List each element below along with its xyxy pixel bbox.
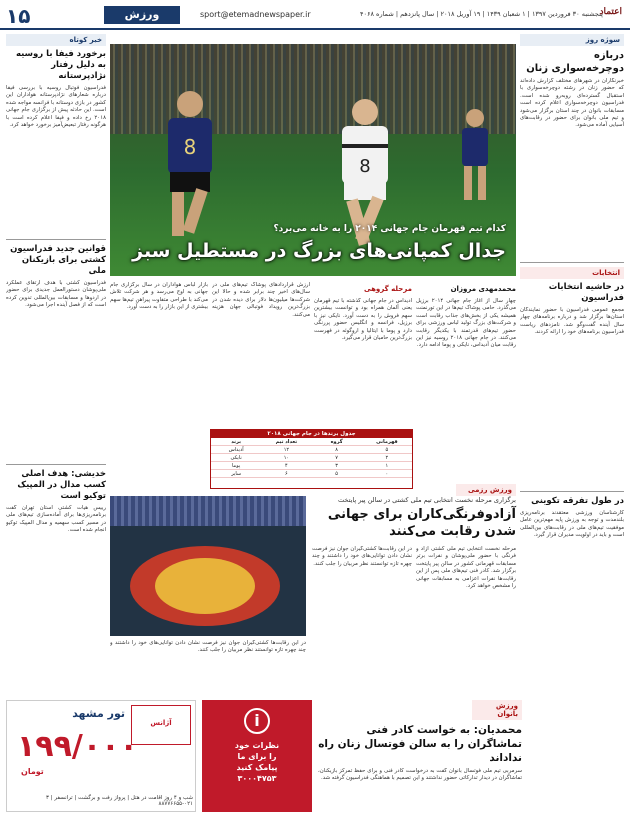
table-cell: ۰	[385, 471, 389, 477]
wrestling-title[interactable]: آزادوفرنگی‌کاران برای جهانی شدن رقابت می‌کنند	[327, 507, 516, 539]
wrestling-photo	[110, 496, 306, 636]
hero-photo	[110, 44, 516, 276]
table-row	[211, 462, 412, 470]
bottom-headline[interactable]: محمدیان: به خواست کادر فنی تماشاگران را به سالن فوتسال زنان راه نداداند	[318, 724, 522, 764]
table-cell: ۵	[335, 471, 338, 477]
svg-text:8: 8	[359, 156, 371, 177]
subhead: مرحله گروهی	[364, 285, 412, 293]
dateline: پنجشنبه ۳۰ فروردین ۱۳۹۷ | ۱ شعبان ۱۴۳۹ | ۱۹ آوریل ۲۰۱۸ | سال پانزدهم | شماره ۴۰۶۸	[360, 10, 603, 18]
ad-details: ۳ شب و ۴ روز اقامت در هتل | پرواز رفت و برگشت | ترانسفر | ۰۲۱-۸۸۷۷۶۶۵۵	[46, 795, 193, 807]
right-text-3: کارشناسان ورزشی معتقدند برنامه‌ریزی بلندمدت و توجه به ورزش پایه مهم‌ترین عامل موفقیت تیم‌های ملی در رقابت‌های بین‌المللی است و باید در اولویت مدیران قرار گیرد.	[520, 510, 624, 539]
table-cell: ۶	[285, 471, 288, 477]
sms-line-3: پیامک کنید	[236, 763, 278, 772]
table-row	[211, 446, 412, 454]
newspaper-logo: اعتماد	[599, 7, 622, 17]
article-text-2: آدیداس در جام جهانی گذشته با تیم قهرمان یعنی آلمان همراه بود و توانست بیشترین سهم فروش را به دست آورد. نایکی نیز با برزیل، فرانسه و انگلیس حضور پررنگی دارد و پوما با ایتالیا و اروگوئه در فهرست بزرگ‌ترین حامیان قرار می‌گیرد.	[314, 298, 412, 342]
byline: محمدمهدی مروزان	[450, 285, 516, 293]
left-column	[6, 34, 106, 694]
article-col-4	[110, 282, 208, 492]
page-number: ۱۵	[6, 4, 31, 28]
wrestling-text-3: در این رقابت‌ها کشتی‌گیران جوان نیز فرصت نشان دادن توانایی‌های خود را داشتند و چند چهره تازه توانستند نظر مربیان را جلب کنند.	[110, 640, 306, 654]
table-cell: ۱	[385, 463, 389, 469]
wrestling-mat-center	[155, 558, 255, 614]
table-row	[211, 454, 412, 462]
table-caption: جدول برندها در جام جهانی ۲۰۱۸	[211, 430, 412, 438]
section-badge: ورزش	[104, 6, 180, 24]
right-column	[520, 34, 624, 769]
left-tag: خبر کوتاه	[6, 34, 106, 46]
wrestling-text-2: در این رقابت‌ها کشتی‌گیران جوان نیز فرصت نشان دادن توانایی‌های خود را داشتند و چند چهره تازه توانستند نظر مربیان را جلب کنند.	[312, 546, 412, 567]
sms-line-1: نظرات خود	[234, 741, 280, 750]
table-cell: تعداد تیم	[275, 439, 298, 445]
table-cell: ۱۰	[283, 455, 290, 461]
right-tag-1: سوژه روز	[520, 34, 624, 46]
article-col-1	[416, 282, 516, 492]
divider	[6, 239, 106, 240]
bottom-strip	[6, 700, 522, 812]
article-text-3: ارزش قراردادهای پوشاک تیم‌های ملی در سال‌های اخیر چند برابر شده و حالا این شرکت‌ها میلیون‌ها دلار برای دیده شدن در بزرگ‌ترین رویداد فوتبالی جهان هزینه می‌کنند.	[212, 282, 310, 318]
bottom-tag: ورزش بانوان	[472, 700, 522, 720]
table-row	[211, 470, 412, 478]
player-argentina	[130, 84, 250, 244]
table-cell: ۵	[385, 447, 389, 453]
table-cell: ۷	[335, 455, 338, 461]
svg-text:8: 8	[183, 135, 197, 159]
table-cell: برند	[231, 439, 241, 445]
player-background	[440, 104, 510, 214]
left-story2-text: فدراسیون کشتی با هدف ارتقای عملکرد ملی‌پوشان دستورالعمل جدیدی برای حضور در اردوها و مسابقات بین‌المللی تدوین کرده است که از فصل آینده اجرا می‌شود.	[6, 280, 106, 309]
right-text-2: مجمع عمومی فدراسیون با حضور نمایندگان استان‌ها برگزار شد و درباره برنامه‌های چهار سال آینده گفت‌وگو شد. نامزدهای ریاست فدراسیون برنامه‌های خود را ارائه کردند.	[520, 307, 624, 336]
table-cell: نایکی	[230, 455, 242, 461]
sms-box	[202, 700, 312, 812]
hero-title[interactable]: جدال کمپانی‌های بزرگ در مستطیل سبز	[132, 240, 506, 262]
sms-number[interactable]: ۳۰۰۰۴۷۵۳	[237, 774, 277, 783]
left-story2-title: قوانین جدید فدراسیون کشتی برای بازیکنان ملی	[10, 244, 106, 276]
article-text-4: بازار لباس هواداران در سال برگزاری جام جهانی به اوج می‌رسد و هر شرکت تلاش می‌کند با طراحی متفاوت پیراهن تیم‌ها سهم بیشتری از این بازار را به دست آورد.	[110, 282, 208, 311]
womens-futsal-story	[318, 700, 522, 812]
right-tag-2: انتخابات	[520, 267, 624, 279]
page-header	[0, 0, 630, 30]
article-text-1: چهار سال از آغاز جام جهانی ۲۰۱۴ برزیل می‌گذرد. حامی پوشاک تیم‌ها در این تورنمنت همیشه یکی از بخش‌های جذاب رقابت است و شرکت‌های بزرگ تولید لباس ورزشی برای حضور تیم‌های قدرتمند با یکدیگر رقابت می‌کنند. در جام جهانی ۲۰۱۸ روسیه نیز این رقابت میان آدیداس، نایکی و پوما ادامه دارد.	[416, 298, 516, 349]
table-cell: ۴	[285, 463, 288, 469]
tour-advertisement[interactable]	[6, 700, 196, 812]
divider	[6, 464, 106, 465]
wrestling-story	[110, 486, 516, 694]
ad-price: ۱۹۹/۰۰۰	[17, 729, 138, 764]
arena-stands	[110, 496, 306, 526]
info-icon: i	[244, 708, 270, 734]
divider	[520, 491, 624, 492]
wrestling-text-1: مرحله نخست انتخابی تیم ملی کشتی آزاد و فرنگی با حضور ملی‌پوشان و نفرات برتر مسابقات قهرمانی کشور در سالن پیر پایتخت برگزار شد. کادر فنی تیم‌های ملی پس از این رقابت‌ها نفرات اعزامی به مسابقات جهانی را مشخص خواهد کرد.	[416, 546, 516, 590]
table-cell: پوما	[232, 463, 241, 469]
hero-kicker: کدام تیم قهرمان جام جهانی ۲۰۱۴ را به خانه می‌برد؟	[273, 224, 506, 234]
table-cell: قهرمانی	[376, 439, 398, 445]
table-cell: ۱۲	[283, 447, 290, 453]
agency-logo: آژانس	[131, 705, 191, 745]
divider	[520, 262, 624, 263]
brand-table	[210, 429, 413, 489]
left-story1-text: فدراسیون فوتبال روسیه با بررسی فیفا درباره شعارهای نژادپرستانه هواداران این کشور در بازی دوستانه با فرانسه مواجه شده است. این حادثه پیش از برگزاری جام جهانی ۲۰۱۸ رخ داده و فیفا اعلام کرده است با هرگونه رفتار تبعیض‌آمیز برخورد خواهد کرد.	[6, 85, 106, 129]
table-cell: ۳	[335, 463, 338, 469]
left-story1-title: برخورد فیفا با روسیه به دلیل رفتار نژادپرستانه	[16, 49, 106, 81]
table-cell: ۸	[335, 447, 338, 453]
left-story3-title: خدیشی: هدف اصلی کسب مدال در المپیک توکیو است	[17, 469, 106, 501]
table-cell: ۲	[385, 455, 389, 461]
wrestling-kicker: برگزاری مرحله نخست انتخابی تیم ملی کشتی در سالن پیر پایتخت	[338, 496, 516, 504]
wrestling-tag: ورزش رزمی	[456, 484, 516, 496]
right-title-1[interactable]: دربازه دوچرخه‌سواری زنان	[526, 50, 624, 74]
bottom-text: سرمربی تیم ملی فوتسال بانوان گفت به درخواست کادر فنی و برای حفظ تمرکز بازیکنان، تماشاگران در دیدار تدارکاتی حضور نداشتند و این تصمیم با هماهنگی فدراسیون گرفته شد.	[318, 768, 522, 782]
table-cell: سایر	[231, 471, 242, 477]
table-cell: گروه	[330, 439, 343, 445]
sms-line-2: را برای ما	[237, 752, 277, 761]
right-title-2: در حاشیه انتخابات فدراسیون	[548, 282, 624, 303]
section-email[interactable]: sport@etemadnewspaper.ir	[200, 10, 311, 19]
table-cell: آدیداس	[228, 447, 244, 453]
left-story3-text: رییس هیات کشتی استان تهران گفت برنامه‌ریزی‌ها برای آماده‌سازی تیم‌های ملی در مسیر کسب سهمیه و مدال المپیک توکیو انجام شده است.	[6, 505, 106, 534]
table-body	[211, 438, 412, 478]
right-text-1: خبرنگاران در شهرهای مختلف گزارش داده‌اند که حضور زنان در رشته دوچرخه‌سواری با استقبال گسترده‌ای روبه‌رو شده است. فدراسیون دوچرخه‌سواری اعلام کرده است مسابقات بانوان در چند استان برگزار می‌شود و تیم ملی بانوان برای حضور در رقابت‌های آسیایی آماده می‌شود.	[520, 78, 624, 129]
ad-price-unit: تومان	[21, 767, 44, 776]
table-row	[211, 438, 412, 446]
ad-tour-title: تور مشهد	[72, 707, 125, 720]
right-title-3: در طول تفرقه تکوینی	[531, 496, 624, 506]
